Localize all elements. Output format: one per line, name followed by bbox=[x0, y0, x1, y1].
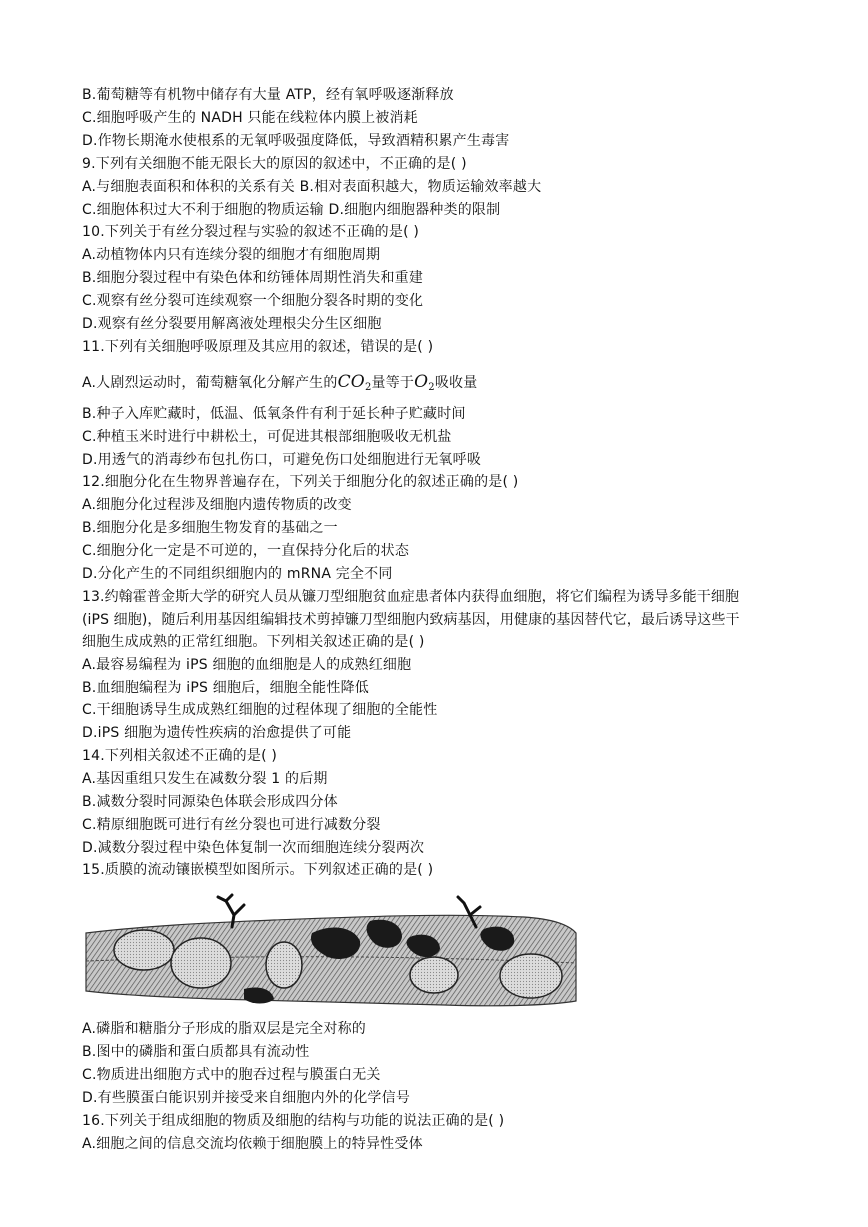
q14-option-d: D.减数分裂过程中染色体复制一次而细胞连续分裂两次 bbox=[82, 840, 425, 856]
q11-option-a-text3: 吸收量 bbox=[434, 375, 478, 391]
q10-option-d: D.观察有丝分裂要用解离液处理根尖分生区细胞 bbox=[82, 316, 382, 332]
q11-option-d: D.用透气的消毒纱布包扎伤口，可避免伤口处细胞进行无氧呼吸 bbox=[82, 452, 482, 468]
q8-option-b: B.葡萄糖等有机物中储存有大量 ATP，经有氧呼吸逐渐释放 bbox=[82, 87, 454, 103]
q11-option-a-text1: A.人剧烈运动时，葡萄糖氧化分解产生的 bbox=[82, 375, 338, 391]
q10-option-b: B.细胞分裂过程中有染色体和纺锤体周期性消失和重建 bbox=[82, 270, 424, 286]
q13-option-d: D.iPS 细胞为遗传性疾病的治愈提供了可能 bbox=[82, 725, 352, 741]
q12-option-d: D.分化产生的不同组织细胞内的 mRNA 完全不同 bbox=[82, 566, 393, 582]
q8-option-c: C.细胞呼吸产生的 NADH 只能在线粒体内膜上被消耗 bbox=[82, 110, 418, 126]
q13-option-b: B.血细胞编程为 iPS 细胞后，细胞全能性降低 bbox=[82, 680, 369, 696]
fluid-mosaic-membrane-figure bbox=[84, 893, 584, 1008]
q15-option-d: D.有些膜蛋白能识别并接受来自细胞内外的化学信号 bbox=[82, 1090, 411, 1106]
o2-formula bbox=[414, 372, 435, 392]
q16-stem: 16.下列关于组成细胞的物质及细胞的结构与功能的说法正确的是( ) bbox=[82, 1113, 505, 1129]
co2-subscript: 2 bbox=[364, 382, 372, 393]
q11-option-a-text2: 量等于 bbox=[371, 375, 415, 391]
q13-stem-line1: 13.约翰霍普金斯大学的研究人员从镰刀型细胞贫血症患者体内获得血细胞，将它们编程为诱导多能干细胞 bbox=[82, 589, 740, 605]
q14-option-a: A.基因重组只发生在减数分裂 1 的后期 bbox=[82, 771, 328, 787]
q13-option-a: A.最容易编程为 iPS 细胞的血细胞是人的成熟红细胞 bbox=[82, 657, 412, 673]
q15-option-a: A.磷脂和糖脂分子形成的脂双层是完全对称的 bbox=[82, 1021, 366, 1037]
q10-option-c: C.观察有丝分裂可连续观察一个细胞分裂各时期的变化 bbox=[82, 293, 424, 309]
q15-option-b: B.图中的磷脂和蛋白质都具有流动性 bbox=[82, 1044, 310, 1060]
q14-stem: 14.下列相关叙述不正确的是( ) bbox=[82, 748, 278, 764]
q12-stem: 12.细胞分化在生物界普遍存在，下列关于细胞分化的叙述正确的是( ) bbox=[82, 474, 519, 490]
q13-option-c: C.干细胞诱导生成成熟红细胞的过程体现了细胞的全能性 bbox=[82, 702, 438, 718]
q15-option-c: C.物质进出细胞方式中的胞吞过程与膜蛋白无关 bbox=[82, 1067, 381, 1083]
q10-stem: 10.下列关于有丝分裂过程与实验的叙述不正确的是( ) bbox=[82, 224, 420, 240]
q11-option-a bbox=[82, 372, 477, 398]
q11-stem: 11.下列有关细胞呼吸原理及其应用的叙述，错误的是( ) bbox=[82, 339, 434, 355]
q10-option-a: A.动植物体内只有连续分裂的细胞才有细胞周期 bbox=[82, 247, 381, 263]
q9-options-ab: A.与细胞表面积和体积的关系有关 B.相对表面积越大，物质运输效率越大 bbox=[82, 179, 542, 195]
o2-subscript: 2 bbox=[428, 382, 435, 393]
q16-option-a: A.细胞之间的信息交流均依赖于细胞膜上的特异性受体 bbox=[82, 1136, 423, 1152]
q15-stem: 15.质膜的流动镶嵌模型如图所示。下列叙述正确的是( ) bbox=[82, 862, 434, 878]
o2-symbol: O bbox=[414, 372, 429, 392]
co2-symbol: CO bbox=[337, 372, 365, 392]
q12-option-a: A.细胞分化过程涉及细胞内遗传物质的改变 bbox=[82, 497, 352, 513]
q12-option-c: C.细胞分化一定是不可逆的，一直保持分化后的状态 bbox=[82, 543, 410, 559]
q13-stem-line3: 细胞生成成熟的正常红细胞。下列相关叙述正确的是( ) bbox=[82, 634, 425, 650]
q14-option-c: C.精原细胞既可进行有丝分裂也可进行减数分裂 bbox=[82, 817, 381, 833]
q13-stem-line2: (iPS 细胞)，随后利用基因组编辑技术剪掉镰刀型细胞内致病基因，用健康的基因替代它，最后诱导这些干 bbox=[82, 612, 740, 628]
q14-option-b: B.减数分裂时同源染色体联会形成四分体 bbox=[82, 794, 338, 810]
q9-stem: 9.下列有关细胞不能无限长大的原因的叙述中，不正确的是( ) bbox=[82, 156, 467, 172]
co2-formula bbox=[338, 372, 372, 392]
q9-options-cd: C.细胞体积过大不利于细胞的物质运输 D.细胞内细胞器种类的限制 bbox=[82, 202, 501, 218]
q11-option-b: B.种子入库贮藏时，低温、低氧条件有利于延长种子贮藏时间 bbox=[82, 406, 466, 422]
q11-option-c: C.种植玉米时进行中耕松土，可促进其根部细胞吸收无机盐 bbox=[82, 429, 452, 445]
q8-option-d: D.作物长期淹水使根系的无氧呼吸强度降低，导致酒精积累产生毒害 bbox=[82, 133, 510, 149]
q12-option-b: B.细胞分化是多细胞生物发育的基础之一 bbox=[82, 520, 338, 536]
